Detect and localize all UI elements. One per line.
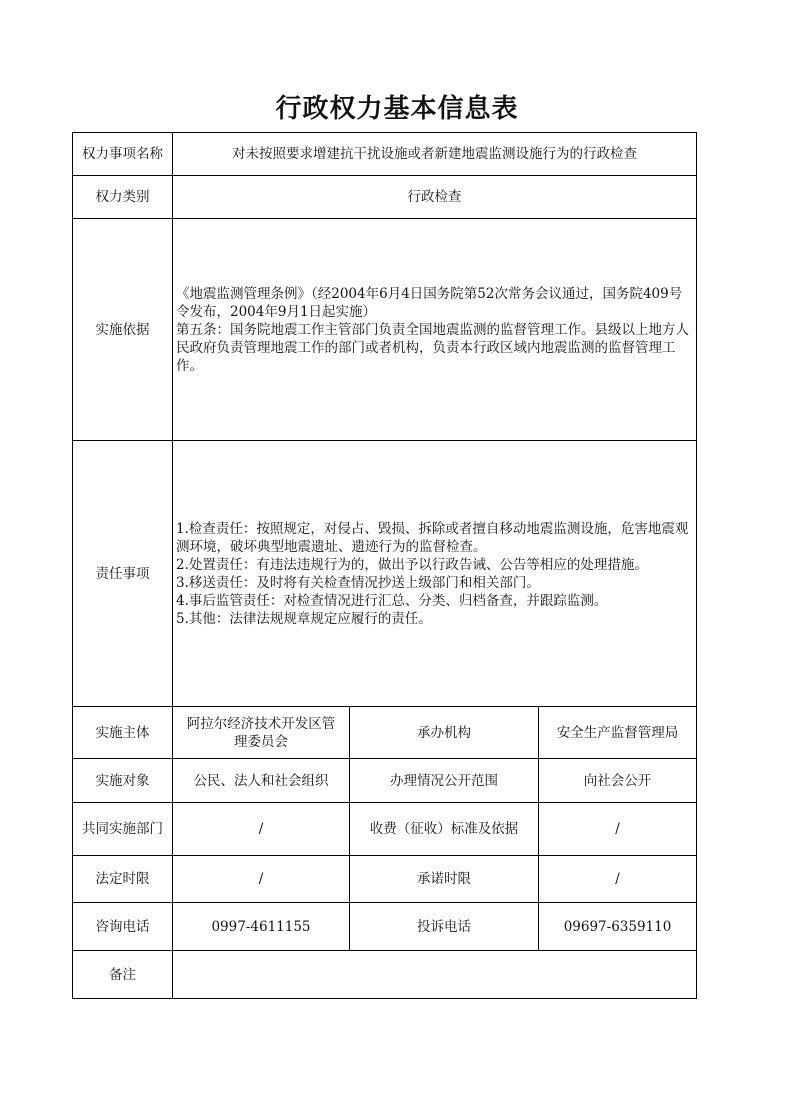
- disclosure-scope-label: 办理情况公开范围: [350, 759, 539, 803]
- info-table: [72, 132, 697, 999]
- row-responsibilities: [73, 441, 697, 707]
- agency-value: 安全生产监督管理局: [539, 707, 697, 759]
- remarks-label: 备注: [73, 951, 173, 999]
- power-category-label: 权力类别: [73, 176, 173, 219]
- page-title: 行政权力基本信息表: [275, 94, 519, 124]
- power-name-label: 权力事项名称: [73, 133, 173, 176]
- power-name-value: 对未按照要求增建抗干扰设施或者新建地震监测设施行为的行政检查: [173, 133, 697, 176]
- target-label: 实施对象: [73, 759, 173, 803]
- legal-time-limit-label: 法定时限: [73, 856, 173, 903]
- responsibilities-label: 责任事项: [73, 441, 173, 707]
- legal-time-limit-value: /: [173, 856, 350, 903]
- agency-label: 承办机构: [350, 707, 539, 759]
- legal-basis-value: 《地震监测管理条例》（经2004年6月4日国务院第52次常务会议通过，国务院409号令发布，2004年9月1日起实施） 第五条：国务院地震工作主管部门负责全国地震监测的监督管理工作。县级以上地方人民政府负责管理地震工作的部门或者机构，负责本行政区域内地震监测的监督管理工作。: [173, 219, 697, 441]
- responsibilities-value: 1.检查责任：按照规定，对侵占、毁损、拆除或者擅自移动地震监测设施，危害地震观测环境，破坏典型地震遗址、遗迹行为的监督检查。 2.处置责任：有违法违规行为的，做出予以行政告诫、公告等相应的处理措施。 3.移送责任：及时将有关检查情况抄送上级部门和相关部门。 4.事后监管责任：对检查情况进行汇总、分类、归档备查，并跟踪监测。 5.其他：法律法规规章规定应履行的责任。: [173, 441, 697, 707]
- legal-basis-label: 实施依据: [73, 219, 173, 441]
- row-joint: [73, 803, 697, 856]
- subject-value: 阿拉尔经济技术开发区管理委员会: [173, 707, 350, 759]
- row-phone: [73, 903, 697, 951]
- promised-time-limit-value: /: [539, 856, 697, 903]
- subject-label: 实施主体: [73, 707, 173, 759]
- fee-label: 收费（征收）标准及依据: [350, 803, 539, 856]
- row-target: [73, 759, 697, 803]
- complaint-phone-label: 投诉电话: [350, 903, 539, 951]
- row-remarks: [73, 951, 697, 999]
- row-legal-basis: [73, 219, 697, 441]
- remarks-value: [173, 951, 697, 999]
- target-value: 公民、法人和社会组织: [173, 759, 350, 803]
- fee-value: /: [539, 803, 697, 856]
- complaint-phone-value: 09697-6359110: [539, 903, 697, 951]
- power-category-value: 行政检查: [173, 176, 697, 219]
- consult-phone-label: 咨询电话: [73, 903, 173, 951]
- disclosure-scope-value: 向社会公开: [539, 759, 697, 803]
- joint-dept-value: /: [173, 803, 350, 856]
- joint-dept-label: 共同实施部门: [73, 803, 173, 856]
- consult-phone-value: 0997-4611155: [173, 903, 350, 951]
- promised-time-limit-label: 承诺时限: [350, 856, 539, 903]
- row-power-name: [73, 133, 697, 176]
- row-time-limit: [73, 856, 697, 903]
- row-subject: [73, 707, 697, 759]
- row-power-category: [73, 176, 697, 219]
